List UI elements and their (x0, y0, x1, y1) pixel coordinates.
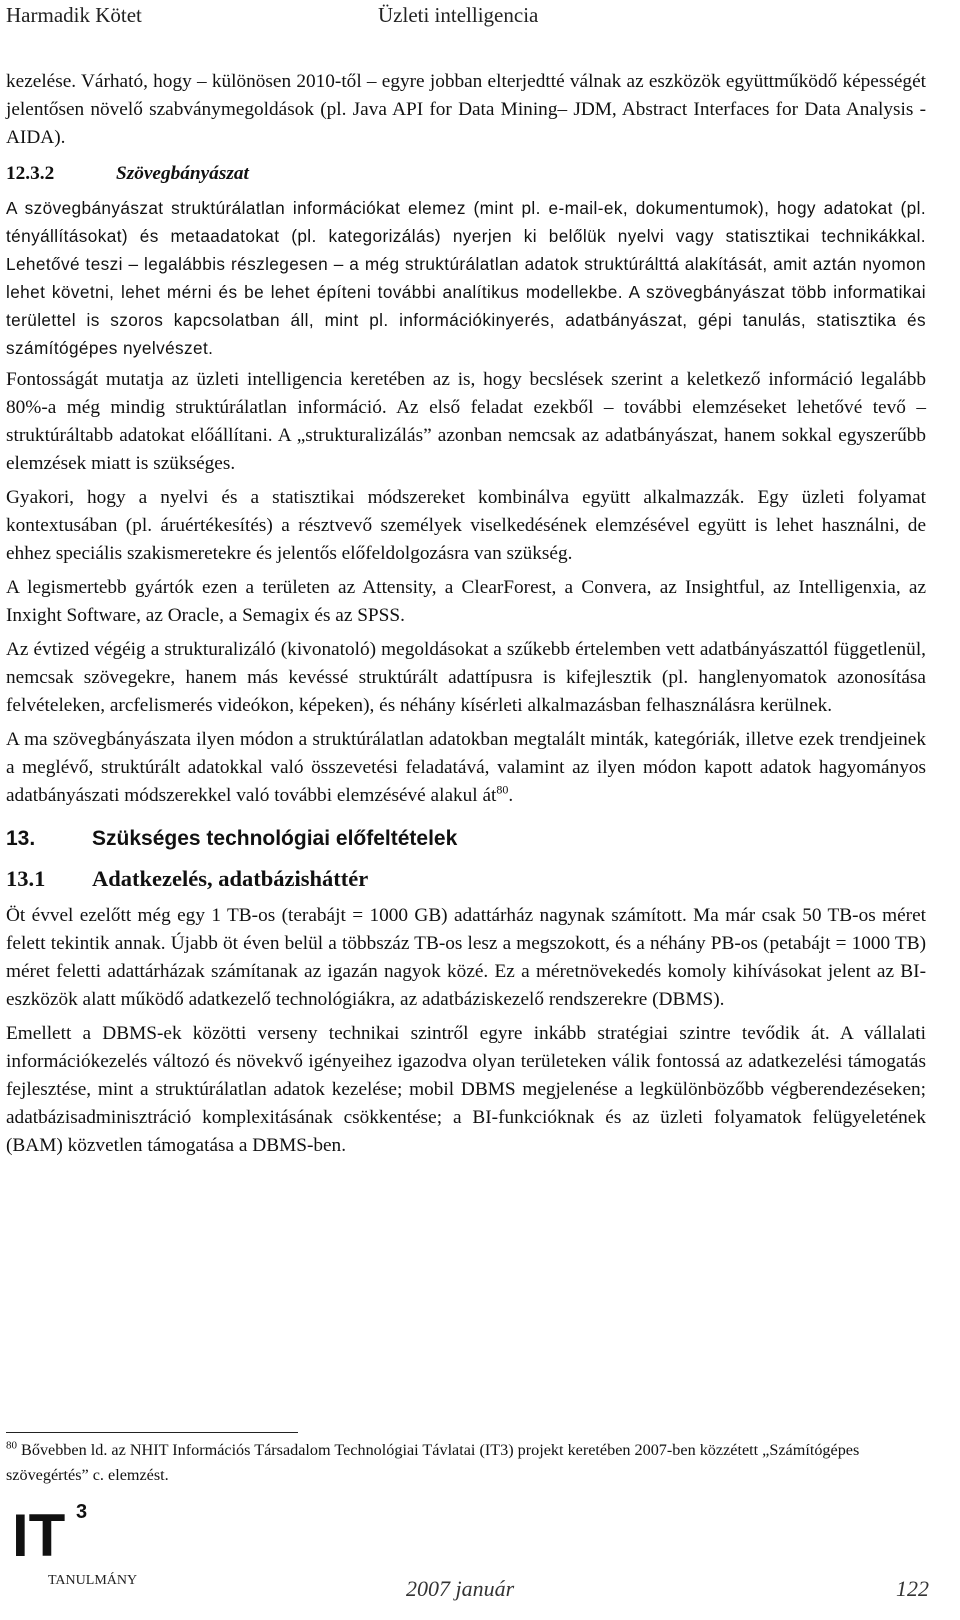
footnote-number: 80 (6, 1439, 17, 1452)
page-number: 122 (896, 1576, 929, 1601)
page-header (6, 0, 946, 30)
it3-logo (8, 1494, 158, 1604)
paragraph-intro: kezelése. Várható, hogy – különösen 2010-től – egyre jobban elterjedtté válnak az eszközök együttműködő képességét jelentősen növelő szabványmegoldások (pl. Java API for Data Mining– JDM, Abstract Interfaces for Data Analysis - AIDA). (6, 71, 926, 148)
chapter-heading-13 (6, 824, 926, 854)
section-heading-13-1 (6, 864, 926, 894)
paragraph-vendors: A legismertebb gyártók ezen a területen az Attensity, a ClearForest, a Convera, az Insightful, az Intelligenxia, az Inxight Software, az Oracle, a Semagix és az SPSS. (6, 577, 926, 626)
page-content (6, 68, 926, 1166)
paragraph-today-text: A ma szövegbányászata ilyen módon a struktúrálatlan adatokban megtalált minták, kategóriák, illetve ezek trendjeinek a meglévő, struktúrált adatokkal való összevetési feladatává, valamint az ilyen módon kapott adatok hagyományos adatbányászati módszerekkel való további elemzésévé alakul át (6, 729, 926, 806)
paragraph-methods: Gyakori, hogy a nyelvi és a statisztikai módszereket kombinálva együtt alkalmazzák. Egy üzleti folyamat kontextusában (pl. áruértékesítés) a résztvevő személyek viselkedésének elemzésével együtt is lehet használni, de ehhez speciális szakismeretekre és jelentős előfeldolgozásra van szükség. (6, 487, 926, 564)
footnote-ref: 80 (496, 782, 509, 797)
svg-text:IT: IT (12, 1502, 66, 1569)
footer-date: 2007 január (406, 1576, 515, 1601)
paragraph-today-end: . (508, 785, 514, 806)
it3-logo-icon (8, 1494, 158, 1604)
paragraph-importance: Fontosságát mutatja az üzleti intelligencia keretében az is, hogy becslések szerint a keletkező információ legalább 80%-a még mindig struktúrálatlan információ. Az első feladat ezekből – további elemzéseket lehetővé tevő – struktúráltabb adatokat előállítani. A „strukturalizálás” azonban nemcsak az adatbányászat, hanem sokkal egyszerűbb elemzések miatt is szükséges. (6, 369, 926, 474)
section-number: 13.1 (6, 866, 46, 891)
paragraph-decade: Az évtized végéig a strukturalizáló (kivonatoló) megoldásokat a szűkebb értelemben vett adatbányászattól függetlenül, nemcsak szövegekre, hanem más kevéssé struktúrált adattípusra is kifejlesztik (pl. hanglenyomatok azonosítása felvételeken, arcfelismerés videókon, képeken), és néhány kísérleti alkalmazásban felhasználásra kerülnek. (6, 639, 926, 716)
header-title: Üzleti intelligencia (378, 3, 539, 27)
chapter-title: Szükséges technológiai előfeltételek (92, 827, 458, 850)
chapter-number: 13. (6, 827, 36, 850)
header-volume: Harmadik Kötet (6, 3, 142, 27)
paragraph-data-warehouse: Öt évvel ezelőtt még egy 1 TB-os (terabájt = 1000 GB) adattárház nagynak számított. Ma már csak 50 TB-os méret felett tekintik annak. Újabb öt éven belül a többszáz TB-os lesz a megszokott, és a néhány PB-os (petabájt = 1000 TB) méret feletti adattárházak számítanak az igazán nagyok közé. Ez a méretnövekedés komoly kihívásokat jelent az BI-eszközök alatt működő adatkezelő technológiákra, az adatbáziskezelő rendszerekre (DBMS). (6, 905, 926, 1010)
section-heading-12-3-2 (6, 160, 926, 188)
svg-text:3: 3 (76, 1501, 88, 1523)
footnote-text: Bővebben ld. az NHIT Információs Társadalom Technológiai Távlatai (IT3) projekt keretében 2007-ben közzétett „Számítógépes szövegértés” c. elemzést. (6, 1441, 860, 1484)
section-title: Szövegbányászat (116, 163, 249, 184)
svg-text:TANULMÁNY: TANULMÁNY (48, 1573, 138, 1588)
paragraph-dbms: Emellett a DBMS-ek közötti verseny technikai szintről egyre inkább stratégiai szintre tevődik át. A vállalati információkezelés változó és növekvő igényeihez igazodva olyan területeken válik fontossá az adatkezelési támogatás fejlesztése, mint a struktúrálatlan adatok kezelése; mobil DBMS megjelenése a legkülönbözőbb végberendezéseken; adatbázisadminisztráció komplexitásának csökkentése; a BI-funkcióknak és az üzleti folyamatok felügyeletének (BAM) közvetlen támogatása a DBMS-ben. (6, 1023, 926, 1156)
section-title: Adatkezelés, adatbázisháttér (92, 866, 369, 891)
paragraph-today (6, 726, 926, 810)
footnote (6, 1438, 906, 1488)
footnote-divider (6, 1432, 298, 1433)
section-number: 12.3.2 (6, 163, 55, 184)
paragraph-text-mining-intro: A szövegbányászat struktúrálatlan információkat elemez (mint pl. e-mail-ek, dokumentumok), hogy adatokat (pl. tényállításokat) és metaadatokat (pl. kategorizálás) nyerjen ki belőlük nyelvi vagy statisztikai technikákkal. Lehetővé teszi – legalábbis részlegesen – a még struktúrálatlan adatok struktúrálttá alakítását, amit aztán nyomon lehet követni, lehet mérni és be lehet építeni további analítikus modellekbe. A szövegbányászat több informatikai területtel is szoros kapcsolatban áll, mint pl. információkinyerés, adatbányászat, gépi tanulás, statisztika és számítógépes nyelvészet. (6, 198, 926, 358)
